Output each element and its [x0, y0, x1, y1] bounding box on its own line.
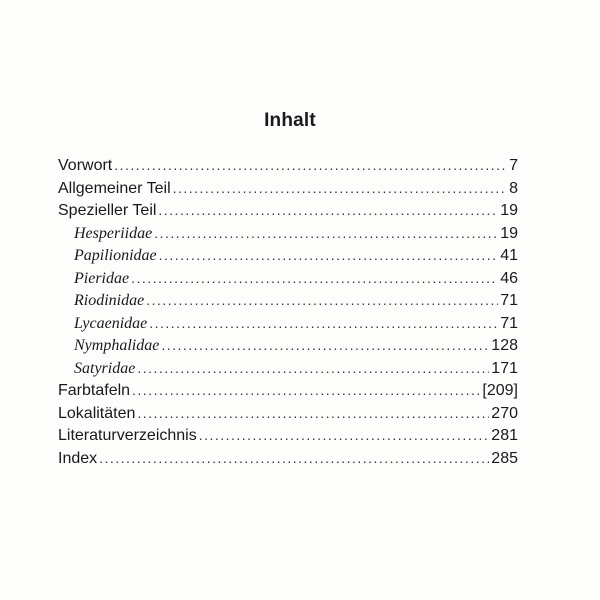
dot-leader [146, 289, 498, 312]
toc-entry-page: 171 [491, 359, 518, 377]
toc-subentry-hesperiidae [58, 222, 518, 245]
toc-entry-label: Papilionidae [74, 247, 157, 264]
toc-entry-page: 19 [500, 224, 518, 242]
toc-entry-label: Riodinidae [74, 292, 145, 309]
toc-entry-label: Index [58, 449, 98, 467]
dot-leader [131, 267, 498, 290]
toc-entry-page: 128 [491, 337, 518, 354]
table-of-contents [58, 154, 518, 469]
dot-leader [137, 402, 489, 425]
toc-entry-farbtafeln [58, 379, 518, 402]
toc-entry-allgemeiner-teil [58, 177, 518, 200]
toc-entry-label: Hesperiidae [74, 224, 153, 242]
toc-entry-spezieller-teil [58, 199, 518, 222]
dot-leader [161, 334, 489, 357]
toc-entry-page: 46 [500, 269, 518, 287]
toc-subentry-riodinidae [58, 289, 518, 312]
dot-leader [99, 447, 489, 470]
toc-entry-label: Pieridae [74, 269, 130, 287]
toc-entry-index [58, 447, 518, 470]
toc-subentry-satyridae [58, 357, 518, 380]
toc-entry-page: 285 [491, 449, 518, 467]
toc-entry-page: 19 [500, 202, 518, 219]
toc-entry-label: Satyridae [74, 359, 136, 377]
toc-entry-page: 281 [491, 427, 518, 444]
dot-leader [137, 357, 489, 380]
dot-leader [173, 177, 507, 200]
dot-leader [149, 312, 498, 335]
toc-entry-label: Spezieller Teil [58, 202, 157, 219]
toc-subentry-nymphalidae [58, 334, 518, 357]
toc-entry-page: 71 [500, 292, 518, 309]
toc-entry-label: Farbtafeln [58, 382, 131, 399]
toc-subentry-lycaenidae [58, 312, 518, 335]
dot-leader [199, 424, 490, 447]
toc-entry-page: 7 [509, 157, 518, 174]
toc-entry-vorwort [58, 154, 518, 177]
dot-leader [132, 379, 480, 402]
toc-entry-label: Literaturverzeichnis [58, 427, 197, 444]
toc-entry-label: Vorwort [58, 157, 113, 174]
toc-subentry-pieridae [58, 267, 518, 290]
toc-entry-lokalitaeten [58, 402, 518, 425]
dot-leader [159, 244, 499, 267]
toc-entry-page: 71 [500, 314, 518, 332]
toc-entry-literaturverzeichnis [58, 424, 518, 447]
toc-entry-page: 8 [509, 179, 518, 197]
toc-entry-label: Nymphalidae [74, 337, 160, 354]
dot-leader [114, 154, 507, 177]
dot-leader [158, 199, 498, 222]
toc-entry-label: Lokalitäten [58, 404, 136, 422]
toc-entry-page: 270 [491, 404, 518, 422]
dot-leader [154, 222, 498, 245]
toc-entry-page: [209] [482, 382, 518, 399]
toc-entry-page: 41 [500, 247, 518, 264]
toc-entry-label: Lycaenidae [74, 314, 148, 332]
toc-entry-label: Allgemeiner Teil [58, 179, 171, 197]
toc-subentry-papilionidae [58, 244, 518, 267]
page-title: Inhalt [264, 110, 316, 131]
